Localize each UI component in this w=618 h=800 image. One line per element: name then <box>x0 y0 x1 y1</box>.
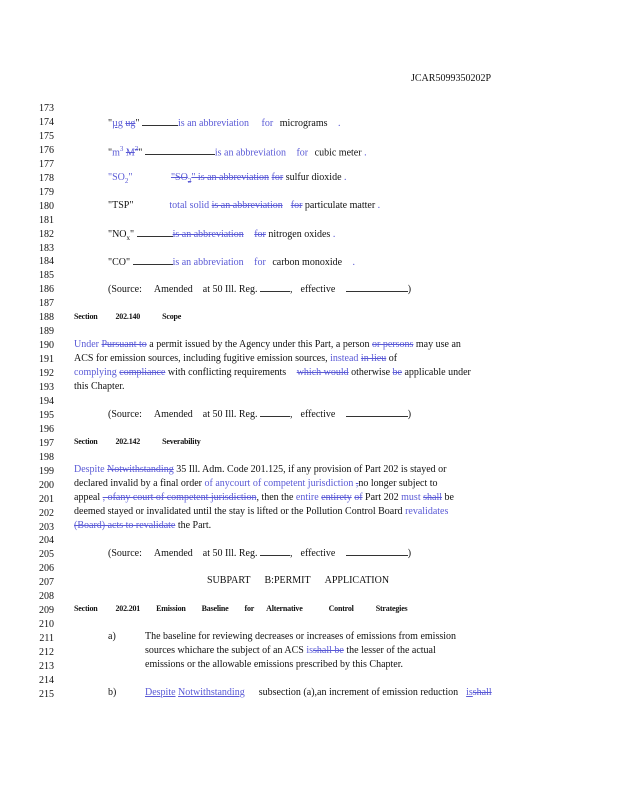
line-number: 209 <box>39 605 54 617</box>
line-number-row <box>0 395 618 408</box>
line-197 <box>0 435 618 448</box>
line-number: 175 <box>39 130 54 142</box>
line-number-row <box>0 158 618 171</box>
line-number: 208 <box>39 591 54 603</box>
subsection-b-label: b) <box>108 687 117 698</box>
line-number: 206 <box>39 563 54 575</box>
line-number: 174 <box>39 116 54 128</box>
line-number-row <box>0 297 618 310</box>
line-188 <box>0 310 618 323</box>
line-201: appeal , ofany court of competent jurisdiction, then the entire entirety of Part 202 must shall be <box>74 492 454 503</box>
scope-paragraph-line1: Under Pursuant to a permit issued by the Agency under this Part, a person or persons may use an <box>74 339 461 350</box>
definition-m3: "$m^3$ $M^3$" is an abbreviation for cubic meter . <box>108 145 367 159</box>
line-215 <box>0 686 618 699</box>
line-number: 178 <box>39 172 54 184</box>
line-number-row <box>0 102 618 115</box>
line-number: 200 <box>39 479 54 491</box>
source-note: (Source: Amended at 50 Ill. Reg. , effective ) <box>108 548 412 559</box>
line-174 <box>0 116 618 129</box>
line-190 <box>0 338 618 351</box>
line-180 <box>0 199 618 212</box>
line-number: 198 <box>39 451 54 463</box>
definition-tsp: "TSP" total solid is an abbreviation for particulate matter . <box>108 200 381 211</box>
line-number: 182 <box>39 228 54 240</box>
line-number: 205 <box>39 549 54 561</box>
section-heading-202-201: Section 202.201 Emission Baseline for Alternative Control Strategies <box>74 604 408 613</box>
line-number: 203 <box>39 521 54 533</box>
line-number: 187 <box>39 298 54 310</box>
line-195 <box>0 407 618 420</box>
line-number: 179 <box>39 186 54 198</box>
line-number: 186 <box>39 284 54 296</box>
line-184 <box>0 255 618 268</box>
line-number: 192 <box>39 368 54 380</box>
line-number: 211 <box>39 633 54 645</box>
line-number-row <box>0 451 618 464</box>
line-176 <box>0 143 618 159</box>
line-number: 207 <box>39 577 54 589</box>
line-number-row <box>0 325 618 338</box>
line-number-row <box>0 130 618 143</box>
line-number: 196 <box>39 423 54 435</box>
section-heading-202-140: Section 202.140 Scope <box>74 312 182 321</box>
line-number: 202 <box>39 507 54 519</box>
source-note: (Source: Amended at 50 Ill. Reg. , effective ) <box>108 284 412 295</box>
subsection-b-text: Despite Notwithstanding subsection (a),an increment of emission reduction isshall <box>145 687 492 698</box>
line-number: 176 <box>39 144 54 156</box>
line-number: 191 <box>39 354 54 366</box>
source-note: (Source: Amended at 50 Ill. Reg. , effective ) <box>108 409 412 420</box>
line-213: emissions or the allowable emissions prescribed by this Chapter. <box>145 659 404 670</box>
line-193: this Chapter. <box>74 381 125 392</box>
line-178 <box>0 171 618 184</box>
line-199 <box>0 463 618 476</box>
definition-nox: "$NO_x$" is an abbreviation for nitrogen oxides . <box>108 229 336 242</box>
line-number: 193 <box>39 382 54 393</box>
line-212: sources whichare the subject of an ACS isshall be the lesser of the actual <box>145 645 436 656</box>
line-207 <box>0 574 618 587</box>
line-number: 185 <box>39 270 54 282</box>
line-192: complying compliance with conflicting requirements which would otherwise be applicable under <box>74 367 471 378</box>
line-191: ACS for emission sources, including fugitive emission sources, instead in lieu of <box>74 353 398 364</box>
subsection-a-label: a) <box>108 631 116 642</box>
line-number: 180 <box>39 200 54 212</box>
section-heading-202-142: Section 202.142 Severability <box>74 437 201 446</box>
line-205 <box>0 546 618 559</box>
line-number: 181 <box>39 214 54 226</box>
subsection-a-text: The baseline for reviewing decreases or increases of emissions from emission <box>145 631 457 642</box>
line-186 <box>0 282 618 295</box>
line-number: 194 <box>39 395 54 407</box>
line-number: 210 <box>39 619 54 631</box>
line-number: 213 <box>39 661 54 672</box>
line-number-row <box>0 214 618 227</box>
definition-ug: "µg ug" is an abbreviation for micrograms . <box>108 118 341 129</box>
line-182 <box>0 227 618 240</box>
line-number: 173 <box>39 103 54 114</box>
severability-paragraph-line1: Despite Notwithstanding 35 Ill. Adm. Code 201.125, if any provision of Part 202 is stayed or <box>74 464 447 475</box>
definition-so2: "$SO_2$" "$SO_2$" is an abbreviation for sulfur dioxide . <box>108 172 347 185</box>
line-number: 183 <box>39 242 54 254</box>
line-number-row <box>0 674 618 687</box>
document-header: JCAR5099350202P <box>410 73 491 84</box>
line-202: deemed stayed or invalidated until the stay is lifted or the Pollution Control Board revalidates <box>74 506 449 517</box>
line-number: 215 <box>39 688 54 700</box>
line-211 <box>0 630 618 643</box>
line-203: (Board) acts to revalidate the Part. <box>74 520 212 531</box>
line-number: 184 <box>39 256 54 268</box>
line-number-row <box>0 269 618 282</box>
line-number: 212 <box>39 647 54 659</box>
line-200: declared invalid by a final order of anycourt of competent jurisdiction ,no longer subject to <box>74 478 438 489</box>
line-number: 201 <box>39 493 54 505</box>
definition-co: "CO" is an abbreviation for carbon monoxide . <box>108 257 356 268</box>
subpart-heading: SUBPART B:PERMIT APPLICATION <box>207 575 390 586</box>
line-number: 190 <box>39 340 54 352</box>
line-number: 199 <box>39 465 54 477</box>
line-number: 195 <box>39 409 54 421</box>
line-number: 214 <box>39 674 54 686</box>
line-number: 189 <box>39 326 54 338</box>
line-number: 197 <box>39 437 54 449</box>
line-number: 204 <box>39 535 54 547</box>
line-209 <box>0 602 618 615</box>
line-number: 177 <box>39 158 54 170</box>
line-number-row <box>0 423 618 436</box>
line-number: 188 <box>39 312 54 324</box>
